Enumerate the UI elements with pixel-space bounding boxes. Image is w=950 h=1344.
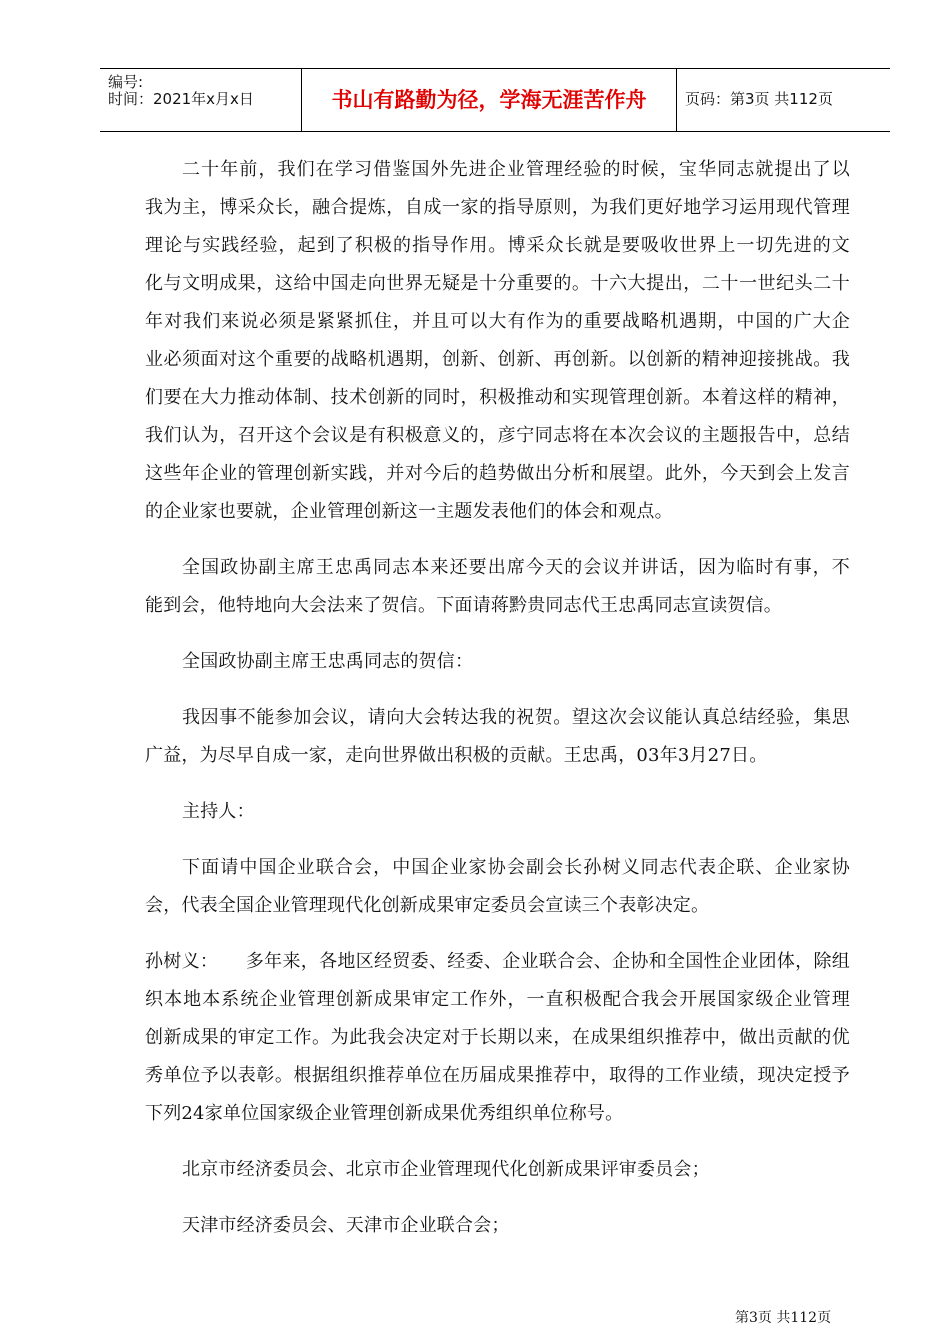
header-page-cell (677, 69, 890, 131)
text-line: 孙树义： 多年来，各地区经贸委、经委、企业联合会、企协和全国性企业团体，除组 (145, 951, 850, 972)
text-line: 主持人： (182, 801, 255, 822)
text-line: 业必须面对这个重要的战略机遇期，创新、创新、再创新。以创新的精神迎接挑战。我 (145, 349, 850, 370)
text-line: 理论与实践经验，起到了积极的指导作用。博采众长就是要吸收世界上一切先进的文 (145, 235, 850, 256)
text-line: 能到会，他特地向大会法来了贺信。下面请蒋黔贵同志代王忠禹同志宣读贺信。 (145, 595, 782, 616)
text-line: 创新成果的审定工作。为此我会决定对于长期以来，在成果组织推荐中，做出贡献的优 (145, 1027, 850, 1048)
text-line: 会，代表全国企业管理现代化创新成果审定委员会宣读三个表彰决定。 (145, 895, 710, 916)
text-line: 我因事不能参加会议，请向大会转达我的祝贺。望这次会议能认真总结经验，集思 (182, 707, 850, 728)
text-line: 二十年前，我们在学习借鉴国外先进企业管理经验的时候，宝华同志就提出了以 (182, 159, 850, 180)
header-motto: 书山有路勤为径，学海无涯苦作舟 (331, 88, 647, 112)
text-line: 我为主，博采众长，融合提炼，自成一家的指导原则，为我们更好地学习运用现代管理 (145, 197, 850, 218)
text-line: 下列24家单位国家级企业管理创新成果优秀组织单位称号。 (145, 1103, 624, 1124)
header-page-info: 页码：第3页 共112页 (685, 90, 833, 108)
text-line: 年对我们来说必须是紧紧抓住，并且可以大有作为的重要战略机遇期，中国的广大企 (145, 311, 850, 332)
text-line: 这些年企业的管理创新实践，并对今后的趋势做出分析和展望。此外，今天到会上发言 (145, 463, 850, 484)
text-line: 北京市经济委员会、北京市企业管理现代化创新成果评审委员会； (182, 1159, 710, 1180)
header-left-cell (100, 69, 302, 131)
text-line: 秀单位予以表彰。根据组织推荐单位在历届成果推荐中，取得的工作业绩，现决定授予 (145, 1065, 850, 1086)
text-line: 化与文明成果，这给中国走向世界无疑是十分重要的。十六大提出，二十一世纪头二十 (145, 273, 850, 294)
text-line: 广益，为尽早自成一家，走向世界做出积极的贡献。王忠禹，03年3月27日。 (145, 745, 768, 766)
text-line: 我们认为，召开这个会议是有积极意义的，彦宁同志将在本次会议的主题报告中，总结 (145, 425, 850, 446)
text-line: 全国政协副主席王忠禹同志的贺信： (182, 651, 474, 672)
code-label: 编号: (108, 73, 144, 91)
page-footer: 第3页 共112页 (735, 1310, 832, 1326)
text-line: 下面请中国企业联合会，中国企业家协会副会长孙树义同志代表企联、企业家协 (182, 857, 850, 878)
text-line: 的企业家也要就，企业管理创新这一主题发表他们的体会和观点。 (145, 501, 673, 522)
header-motto-cell (302, 69, 677, 131)
page-header (100, 68, 890, 132)
date-label: 时间：2021年x月x日 (108, 90, 254, 108)
text-line: 们要在大力推动体制、技术创新的同时，积极推动和实现管理创新。本着这样的精神， (145, 387, 850, 408)
text-line: 织本地本系统企业管理创新成果审定工作外，一直积极配合我会开展国家级企业管理 (145, 989, 850, 1010)
text-line: 天津市经济委员会、天津市企业联合会； (182, 1215, 510, 1236)
text-line: 全国政协副主席王忠禹同志本来还要出席今天的会议并讲话，因为临时有事，不 (182, 557, 850, 578)
